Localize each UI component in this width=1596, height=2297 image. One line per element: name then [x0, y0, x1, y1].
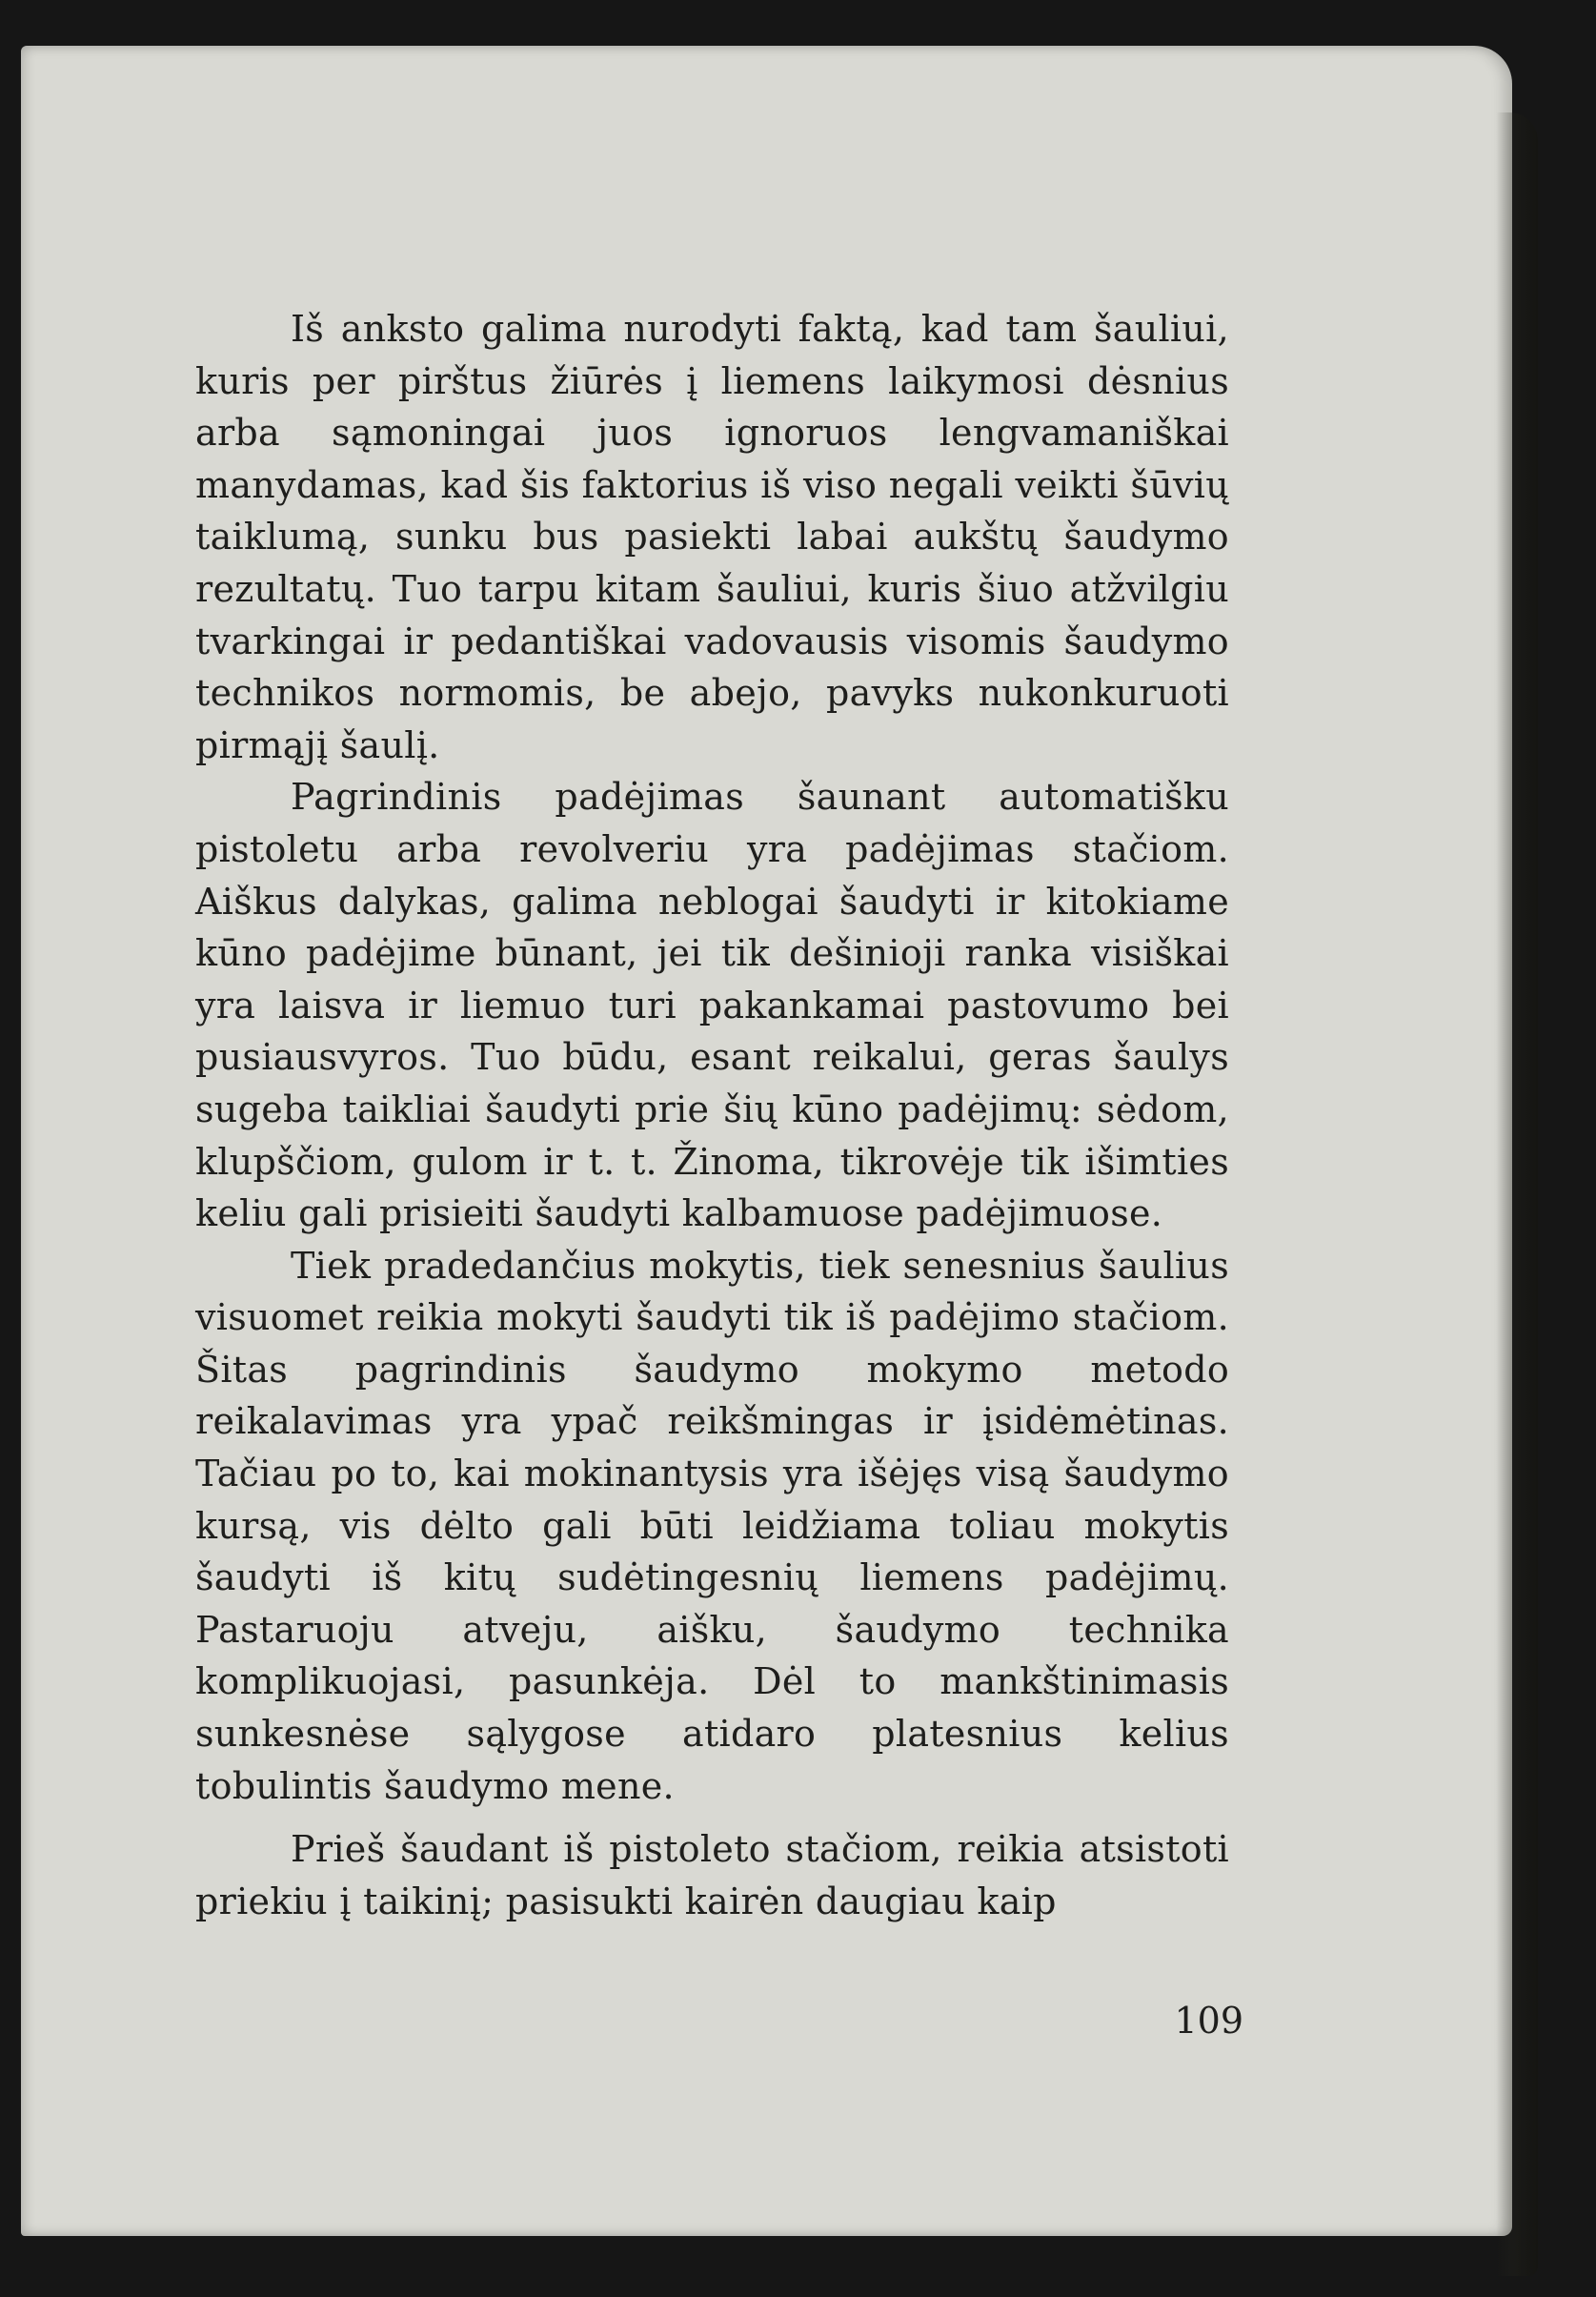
paragraph-4: Prieš šaudant iš pistoleto stačiom, reikia atsistoti priekiu į taikinį; pasisukti kairėn daugiau kaip: [195, 1828, 1229, 1922]
body-text: [195, 303, 1229, 1927]
paragraph-3: Tiek pradedančius mokytis, tiek senesnius šaulius visuomet reikia mokyti šaudyti tik iš padėjimo stačiom. Šitas pagrindinis šaudymo mokymo metodo reikalavimas yra ypač reikšmingas ir įsidėmėtinas. Tačiau po to, kai mokinantysis yra išėjęs visą šaudymo kursą, vis dėlto gali būti leidžiama toliau mokytis šaudyti iš kitų sudėtingesnių liemens padėjimų. Pastaruoju atveju, aišku, šaudymo technika komplikuojasi, pasunkėja. Dėl to mankštinimasis sunkesnėse sąlygose atidaro platesnius kelius tobulintis šaudymo mene.: [195, 1244, 1229, 1807]
paragraph-2: Pagrindinis padėjimas šaunant automatišku pistoletu arba revolveriu yra padėjimas stačiom. Aiškus dalykas, galima neblogai šaudyti ir kitokiame kūno padėjime būnant, jei tik dešinioji ranka visiškai yra laisva ir liemuo turi pakankamai pastovumo bei pusiausvyros. Tuo būdu, esant reikalui, geras šaulys sugeba taikliai šaudyti prie šių kūno padėjimų: sėdom, klupščiom, gulom ir t. t. Žinoma, tikrovėje tik išimties keliu gali prisieiti šaudyti kalbamuose padėjimuose.: [195, 776, 1229, 1235]
page-number: 109: [1174, 2000, 1243, 2042]
paragraph-1: Iš anksto galima nurodyti faktą, kad tam šauliui, kuris per pirštus žiūrės į liemens laikymosi dėsnius arba sąmoningai juos ignoruos lengvamaniškai manydamas, kad šis faktorius iš viso negali veikti šūvių taiklumą, sunku bus pasiekti labai aukštų šaudymo rezultatų. Tuo tarpu kitam šauliui, kuris šiuo atžvilgiu tvarkingai ir pedantiškai vadovausis visomis šaudymo technikos normomis, be abejo, pavyks nukonkuruoti pirmąjį šaulį.: [195, 308, 1229, 766]
page-edge-shadow: [1496, 112, 1538, 2276]
